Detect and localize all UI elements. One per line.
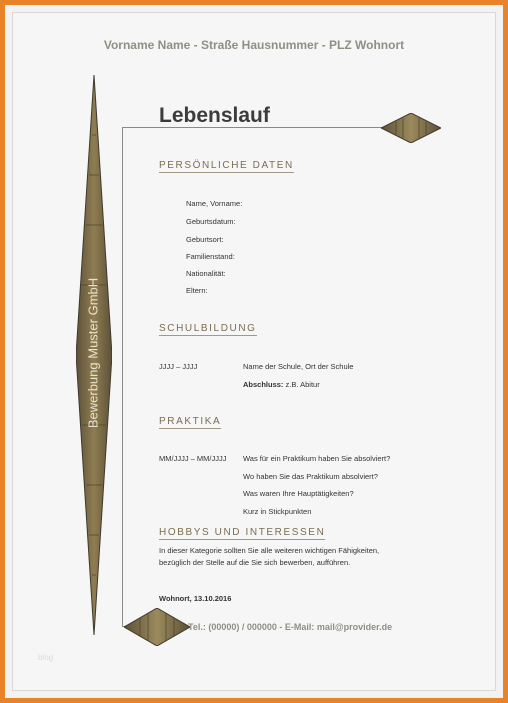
- field-parents: Eltern:: [186, 286, 208, 295]
- education-degree-value: z.B. Abitur: [283, 380, 320, 389]
- field-marital-status: Familienstand:: [186, 252, 235, 261]
- section-heading-internships: PRAKTIKA: [159, 416, 222, 427]
- internship-line: Kurz in Stickpunkten: [243, 507, 312, 516]
- section-heading-personal: PERSÖNLICHE DATEN: [159, 160, 294, 171]
- field-nationality: Nationalität:: [186, 269, 226, 278]
- signature-place-date: Wohnort, 13.10.2016: [159, 594, 232, 603]
- header-contact-line: Vorname Name - Straße Hausnummer - PLZ Wohnort: [103, 38, 405, 52]
- top-diamond-ornament: [381, 113, 441, 143]
- internship-line: Was waren Ihre Hauptätigkeiten?: [243, 489, 354, 498]
- education-date: JJJJ – JJJJ: [159, 362, 198, 371]
- internship-date: MM/JJJJ – MM/JJJJ: [159, 454, 227, 463]
- internship-line: Was für ein Praktikum haben Sie absolviert?: [243, 454, 391, 463]
- section-heading-hobbies: HOBBYS UND INTERESSEN: [159, 527, 326, 538]
- education-degree-label: Abschluss:: [243, 380, 284, 389]
- hobbies-text-line: bezüglich der Stelle auf die Sie sich bewerben, aufführen.: [159, 558, 351, 567]
- section-heading-education: SCHULBILDUNG: [159, 323, 257, 334]
- watermark-text: blog: [38, 653, 54, 662]
- bottom-diamond-ornament: [124, 608, 190, 646]
- education-degree: [243, 380, 320, 389]
- field-birthplace: Geburtsort:: [186, 235, 224, 244]
- frame-vertical-line: [122, 127, 123, 627]
- education-school: Name der Schule, Ort der Schule: [243, 362, 354, 371]
- company-name-vertical: Bewerbung Muster GmbH: [85, 277, 101, 429]
- hobbies-text-line: In dieser Kategorie sollten Sie alle weiteren wichtigen Fähigkeiten,: [159, 546, 380, 555]
- internship-line: Wo haben Sie das Praktikum absolviert?: [243, 472, 378, 481]
- document-title: Lebenslauf: [159, 104, 270, 127]
- footer-contact: Tel.: (00000) / 000000 - E-Mail: mail@provider.de: [188, 622, 393, 632]
- field-name: Name, Vorname:: [186, 199, 243, 208]
- field-birthdate: Geburtsdatum:: [186, 217, 236, 226]
